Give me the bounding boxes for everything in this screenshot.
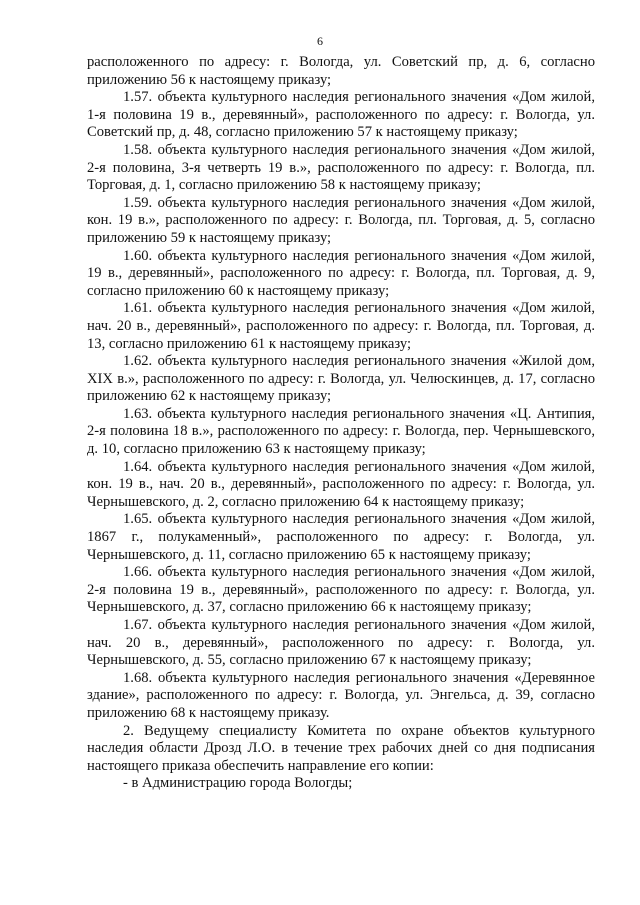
paragraph-item-1-62: 1.62. объекта культурного наследия регионального значения «Жилой дом, XIX в.», расположенного по адресу: г. Вологда, ул. Челюскинцев, д. 17, согласно приложению 62 к настоящему приказу; [87,353,595,405]
paragraph-item-1-64: 1.64. объекта культурного наследия регионального значения «Дом жилой, кон. 19 в., нач. 20 в., деревянный», расположенного по адресу: г. Вологда, ул. Чернышевского, д. 2, согласно приложению 64 к настоящему приказу; [87,458,595,510]
paragraph-item-1-58: 1.58. объекта культурного наследия регионального значения «Дом жилой, 2-я половина, 3-я четверть 19 в.», расположенного по адресу: г. Вологда, пл. Торговая, д. 1, согласно приложению 58 к настоящему приказу; [87,141,595,194]
paragraph-item-1-66: 1.66. объекта культурного наследия регионального значения «Дом жилой, 2-я половина 19 в., деревянный», расположенного по адресу: г. Вологда, ул. Чернышевского, д. 37, согласно приложению 66 к настоящему приказу; [87,564,595,616]
paragraph-list-item: - в Администрацию города Вологды; [123,775,353,792]
paragraph-item-1-67: 1.67. объекта культурного наследия регионального значения «Дом жилой, нач. 20 в., деревянный», расположенного по адресу: г. Вологда, ул. Чернышевского, д. 55, согласно приложению 67 к настоящему приказу; [87,617,595,669]
paragraph-continuation: расположенного по адресу: г. Вологда, ул. Советский пр, д. 6, согласно приложению 56 к настоящему приказу; [87,54,595,88]
paragraph-item-2: 2. Ведущему специалисту Комитета по охране объектов культурного наследия области Дрозд Л.О. в течение трех рабочих дней со дня подписания настоящего приказа обеспечить направление его копии: [87,722,595,774]
paragraph-item-1-57: 1.57. объекта культурного наследия регионального значения «Дом жилой, 1-я половина 19 в., деревянный», расположенного по адресу: г. Вологда, ул. Советский пр, д. 48, согласно приложению 57 к настоящему приказу; [87,89,595,141]
paragraph-item-1-61: 1.61. объекта культурного наследия регионального значения «Дом жилой, нач. 20 в., деревянный», расположенного по адресу: г. Вологда, пл. Торговая, д. 13, согласно приложению 61 к настоящему приказу; [87,300,595,352]
paragraph-item-1-59: 1.59. объекта культурного наследия регионального значения «Дом жилой, кон. 19 в.», расположенного по адресу: г. Вологда, пл. Торговая, д. 5, согласно приложению 59 к настоящему приказу; [87,194,595,246]
paragraph-item-1-60: 1.60. объекта культурного наследия регионального значения «Дом жилой, 19 в., деревянный», расположенного по адресу: г. Вологда, пл. Торговая, д. 9, согласно приложению 60 к настоящему приказу; [87,247,595,299]
page-number: 6 [317,34,323,48]
paragraph-item-1-68: 1.68. объекта культурного наследия регионального значения «Деревянное здание», расположенного по адресу: г. Вологда, ул. Энгельса, д. 39, согласно приложению 68 к настоящему приказу. [87,669,595,721]
document-body [87,54,595,793]
paragraph-item-1-63: 1.63. объекта культурного наследия регионального значения «Ц. Антипия, 2-я половина 18 в.», расположенного по адресу: г. Вологда, пер. Чернышевского, д. 10, согласно приложению 63 к настоящему приказу; [87,405,595,458]
paragraph-item-1-65: 1.65. объекта культурного наследия регионального значения «Дом жилой, 1867 г., полукаменный», расположенного по адресу: г. Вологда, ул. Чернышевского, д. 11, согласно приложению 65 к настоящему приказу; [87,511,595,563]
